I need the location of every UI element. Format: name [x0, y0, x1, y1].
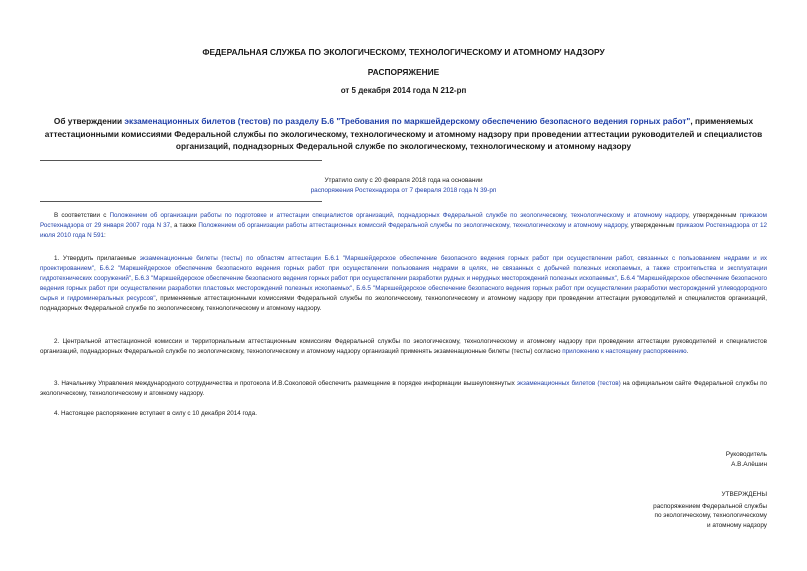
document-date-number: от 5 декабря 2014 года N 212-рп [340, 86, 467, 95]
paragraph-1 [40, 254, 767, 314]
divider-top [40, 160, 322, 161]
intro-paragraph [40, 211, 767, 241]
intro-text-4: , утвержденным [627, 222, 677, 229]
intro-text-5: : [103, 232, 106, 239]
paragraph-4 [40, 409, 767, 419]
status-note-text: Утратило силу с 20 февраля 2018 года на основании [324, 177, 483, 184]
title-rest: , применяемых аттестационными комиссиями Федеральной службы по экологическому, технологическому и атомному надзору при проведении аттестации руководителей и специалистов организаций, поднадзорных Федеральной службе по экологическому, технологическому и атомному надзору [44, 116, 763, 151]
paragraph-2 [40, 337, 767, 357]
signature-block [726, 450, 767, 469]
title-link[interactable]: экзаменационных билетов (тестов) по разделу Б.6 "Требования по маркшейдерскому обеспечению безопасного ведения горных работ" [124, 116, 691, 126]
p1-link-exam-tickets[interactable]: экзаменационные билеты (тесты) по областям аттестации Б.6.1 "Маркшейдерское обеспечение безопасного ведения горных работ при осуществлении работ, связанных с пользованием недрами и их проектированием", Б.6.2 "Маркшейдерское обеспечение безопасного ведения горных работ при осуществлении пользования недрами в целях, не связанных с добычей полезных ископаемых, а также строительства и эксплуатации гидротехнических сооружений", Б.6.3 "Маркшейдерское обеспечение безопасного ведения горных работ при осуществлении разработки рудных и нерудных месторождений полезных ископаемых", Б.6.4 "Маркшейдерское обеспечение безопасного ведения горных работ при осуществлении разработки пластовых месторождений полезных ископаемых", Б.6.5 "Маркшейдерское обеспечение безопасного ведения горных работ при осуществлении разработки месторождений углеводородного сырья и гидроминеральных ресурсов" [40, 255, 768, 302]
p2-link-appendix[interactable]: приложению к настоящему распоряжению [562, 348, 687, 355]
p2-text-2: . [686, 348, 689, 355]
intro-link-regulation-2[interactable]: Положением об организации работы аттестационных комиссий Федеральной службы по экологическому, технологическому и атомному надзору [198, 222, 627, 229]
intro-text-1: В соответствии с [54, 212, 110, 219]
paragraph-3 [40, 379, 767, 399]
approval-line-1: распоряжением Федеральной службы [653, 502, 767, 510]
approval-block [653, 490, 767, 530]
approval-title: УТВЕРЖДЕНЫ [721, 491, 767, 498]
intro-link-order-37[interactable]: приказом Ростехнадзора от 29 января 2007 года N 37 [40, 212, 767, 229]
intro-link-order-591[interactable]: приказом Ростехнадзора от 12 июля 2010 года N 591 [40, 222, 767, 239]
signature-name: А.В.Алёшин [731, 460, 767, 468]
approval-line-2: по экологическому, технологическому [654, 512, 767, 519]
signature-role: Руководитель [725, 451, 767, 458]
status-note-link[interactable]: распоряжения Ростехнадзора от 7 февраля 2018 года N 39-рп [310, 187, 497, 194]
document-type-heading: РАСПОРЯЖЕНИЕ [367, 67, 440, 77]
p2-text-1: 2. Центральной аттестационной комиссии и территориальным аттестационным комиссиям Федеральной службы по экологическому, технологическому и атомному надзору при проведении аттестации руководителей и специалистов организаций, поднадзорных Федеральной службе по экологическому, технологическому и атомному надзору организаций применять экзаменационные билеты (тесты) согласно [40, 338, 767, 355]
p1-text-2: , применяемые аттестационными комиссиями Федеральной службы по экологическому, технологическому и атомному надзору при проведении аттестации руководителей и специалистов организаций, поднадзорных Федеральной службе по экологическому, технологическому и атомному надзору. [40, 295, 767, 312]
agency-heading: ФЕДЕРАЛЬНАЯ СЛУЖБА ПО ЭКОЛОГИЧЕСКОМУ, ТЕХНОЛОГИЧЕСКОМУ И АТОМНОМУ НАДЗОРУ [202, 47, 605, 57]
p3-link-exam-tickets[interactable]: экзаменационных билетов (тестов) [516, 380, 621, 387]
intro-text-2: , утвержденным [688, 212, 740, 219]
title-prefix: Об утверждении [53, 116, 125, 126]
document-title [40, 115, 767, 153]
p3-text-2: на официальном сайте Федеральной службы по экологическому, технологическому и атомному надзору. [40, 380, 767, 397]
approval-line-3: и атомному надзору [707, 521, 767, 529]
p3-text-1: 3. Начальнику Управления международного сотрудничества и протокола И.В.Соколовой обеспечить размещение в порядке информации вышеупомянутых [54, 380, 517, 387]
intro-link-regulation-1[interactable]: Положением об организации работы по подготовке и аттестации специалистов организаций, поднадзорных Федеральной службе по экологическому, технологическому и атомному надзору [109, 212, 689, 219]
p4-text: 4. Настоящее распоряжение вступает в силу с 10 декабря 2014 года. [54, 410, 257, 417]
p1-text-1: 1. Утвердить прилагаемые [54, 255, 140, 262]
divider-bottom [40, 201, 322, 202]
intro-text-3: , а также [170, 222, 199, 229]
status-note [40, 176, 767, 196]
